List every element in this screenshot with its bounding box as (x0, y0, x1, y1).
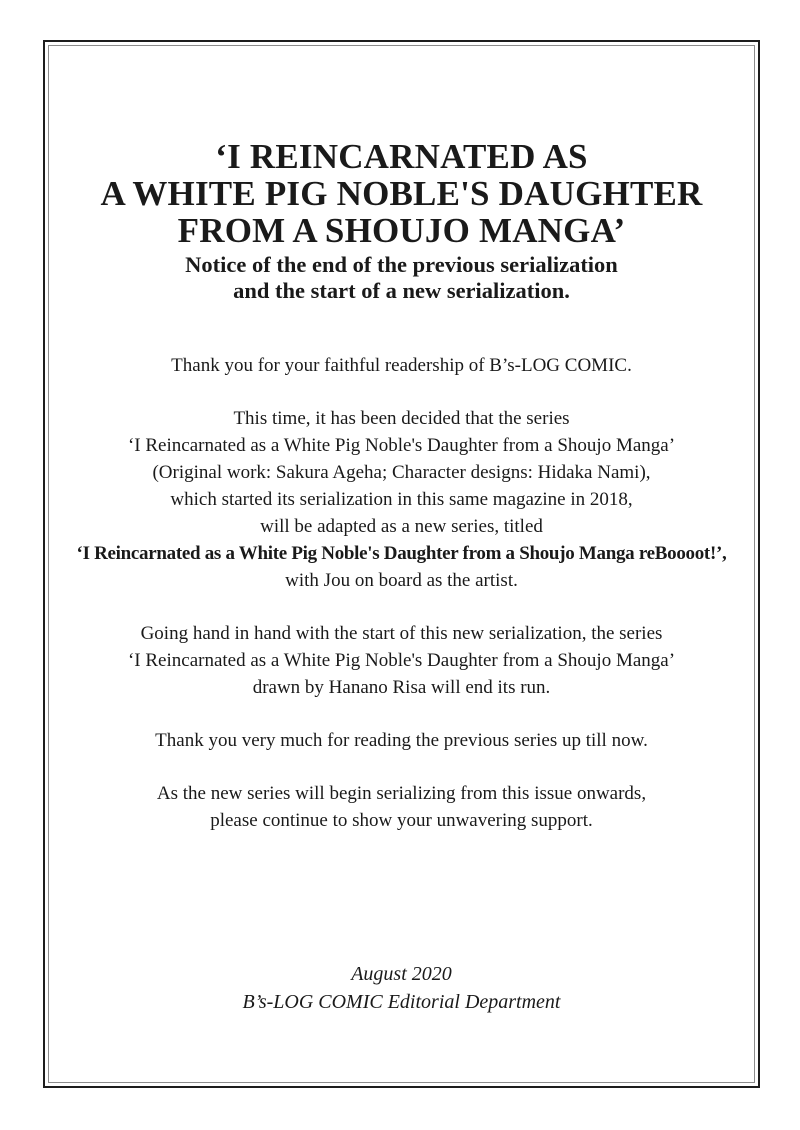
paragraph-line: will be adapted as a new series, titled (260, 516, 543, 537)
paragraph-line: ‘I Reincarnated as a White Pig Noble's Daughter from a Shoujo Manga’ (127, 650, 676, 671)
paragraph-line: with Jou on board as the artist. (285, 570, 518, 591)
paragraph-line: Thank you for your faithful readership of B’s-LOG COMIC. (171, 355, 632, 376)
signature-department: B’s-LOG COMIC Editorial Department (242, 991, 561, 1013)
page-border-frame (43, 40, 760, 1088)
notice-content (45, 42, 758, 1086)
paragraph-readership-thanks (45, 352, 758, 379)
title-line-2: A WHITE PIG NOBLE'S DAUGHTER (100, 174, 703, 213)
title-line-3: FROM A SHOUJO MANGA’ (177, 211, 626, 250)
paragraph-line: ‘I Reincarnated as a White Pig Noble's Daughter from a Shoujo Manga’ (127, 435, 676, 456)
subtitle-line-1: Notice of the end of the previous serialization (185, 252, 618, 277)
paragraph-series-end (45, 620, 758, 701)
notice-subtitle (45, 252, 758, 304)
paragraph-new-series-announcement (45, 405, 758, 594)
paragraph-line: (Original work: Sakura Ageha; Character designs: Hidaka Nami), (152, 462, 651, 483)
signature-date: August 2020 (351, 963, 452, 985)
paragraph-thanks-previous (45, 727, 758, 754)
series-title (45, 138, 758, 249)
paragraph-line: Thank you very much for reading the previous series up till now. (155, 730, 648, 751)
paragraph-line: drawn by Hanano Risa will end its run. (252, 677, 551, 698)
paragraph-line: please continue to show your unwavering support. (210, 810, 593, 831)
subtitle-line-2: and the start of a new serialization. (233, 278, 570, 303)
paragraph-line: Going hand in hand with the start of this new serialization, the series (140, 623, 663, 644)
new-series-title-line: ‘I Reincarnated as a White Pig Noble's Daughter from a Shoujo Manga reBoooot!’, (76, 543, 727, 564)
paragraph-line: As the new series will begin serializing from this issue onwards, (156, 783, 647, 804)
paragraph-line: This time, it has been decided that the series (233, 408, 570, 429)
paragraph-support-request (45, 780, 758, 834)
title-line-1: ‘I REINCARNATED AS (215, 137, 588, 176)
signature-block (45, 960, 758, 1016)
paragraph-line: which started its serialization in this same magazine in 2018, (170, 489, 633, 510)
